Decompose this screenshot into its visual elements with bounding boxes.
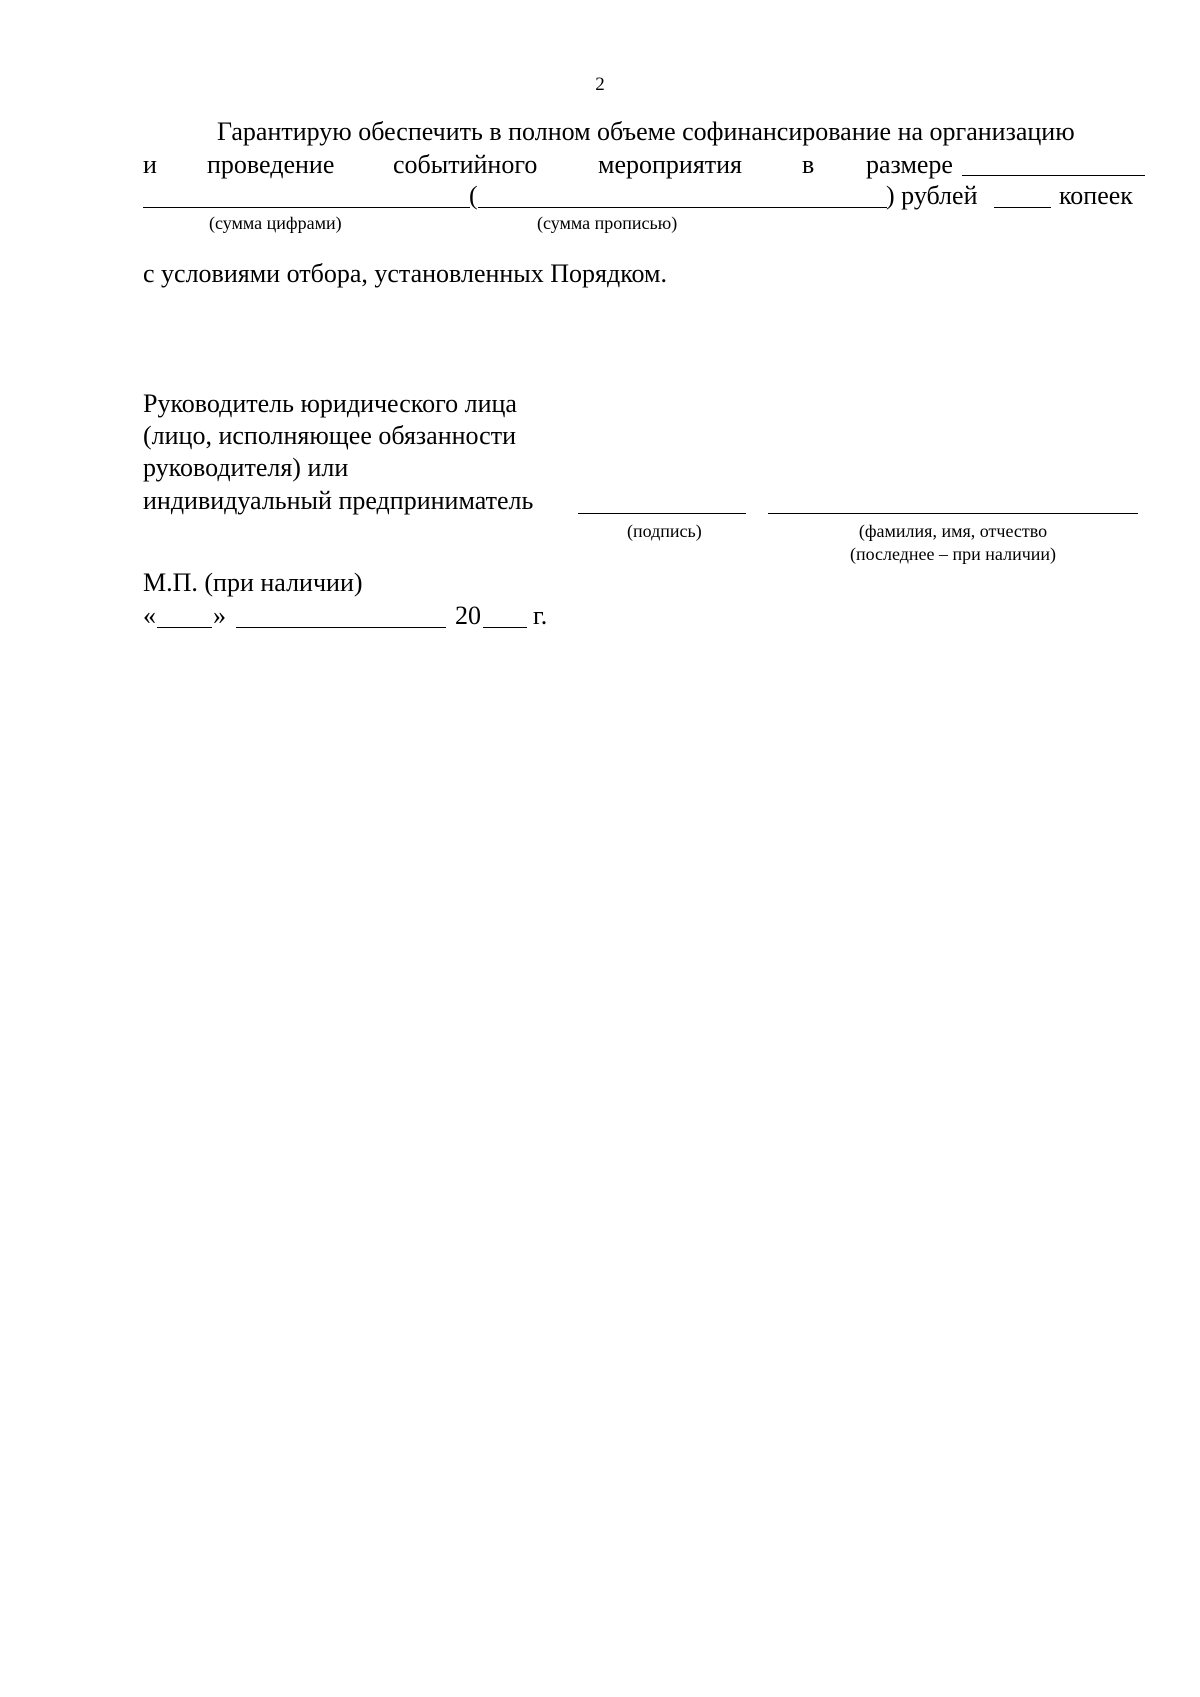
- open-paren: (: [469, 181, 478, 210]
- caption-name-line1: (фамилия, имя, отчество: [858, 521, 1048, 541]
- caption-name-line2: (последнее – при наличии): [849, 544, 1057, 564]
- date-year-field[interactable]: [483, 627, 527, 628]
- word-in: в: [802, 150, 815, 179]
- date-open-quote: «: [143, 601, 156, 630]
- kopecks-label: копеек: [1059, 181, 1133, 210]
- role-line-2: (лицо, исполняющее обязанности: [143, 421, 517, 450]
- role-line-3: руководителя) или: [143, 453, 349, 482]
- word-and: и: [143, 150, 157, 179]
- sum-digits-field[interactable]: [143, 207, 470, 208]
- word-conducting: проведение: [207, 150, 335, 179]
- stamp-label: М.П. (при наличии): [143, 568, 363, 597]
- full-name-field[interactable]: [768, 513, 1138, 514]
- rubles-label: ) рублей: [886, 181, 978, 210]
- kopecks-field[interactable]: [994, 207, 1051, 208]
- word-event: мероприятия: [598, 150, 743, 179]
- date-month-field[interactable]: [236, 627, 446, 628]
- conditions-text: с условиями отбора, установленных Порядком.: [143, 259, 668, 288]
- date-year-prefix: 20: [455, 601, 481, 630]
- role-line-1: Руководитель юридического лица: [143, 389, 517, 418]
- guarantee-text-line1: Гарантирую обеспечить в полном объеме софинансирование на организацию: [217, 117, 1075, 146]
- caption-signature: (подпись): [627, 521, 702, 541]
- word-amount: размере: [866, 150, 953, 179]
- date-close-quote: »: [213, 601, 226, 630]
- page-number: 2: [595, 74, 605, 95]
- date-year-suffix: г.: [533, 601, 548, 630]
- sum-words-field[interactable]: [478, 207, 887, 208]
- signature-field[interactable]: [578, 513, 746, 514]
- amount-blank-line[interactable]: [962, 175, 1145, 176]
- caption-sum-words: (сумма прописью): [537, 213, 678, 233]
- role-line-4: индивидуальный предприниматель: [143, 486, 534, 515]
- caption-sum-digits: (сумма цифрами): [209, 213, 342, 233]
- date-day-field[interactable]: [157, 627, 212, 628]
- word-event-type: событийного: [393, 150, 538, 179]
